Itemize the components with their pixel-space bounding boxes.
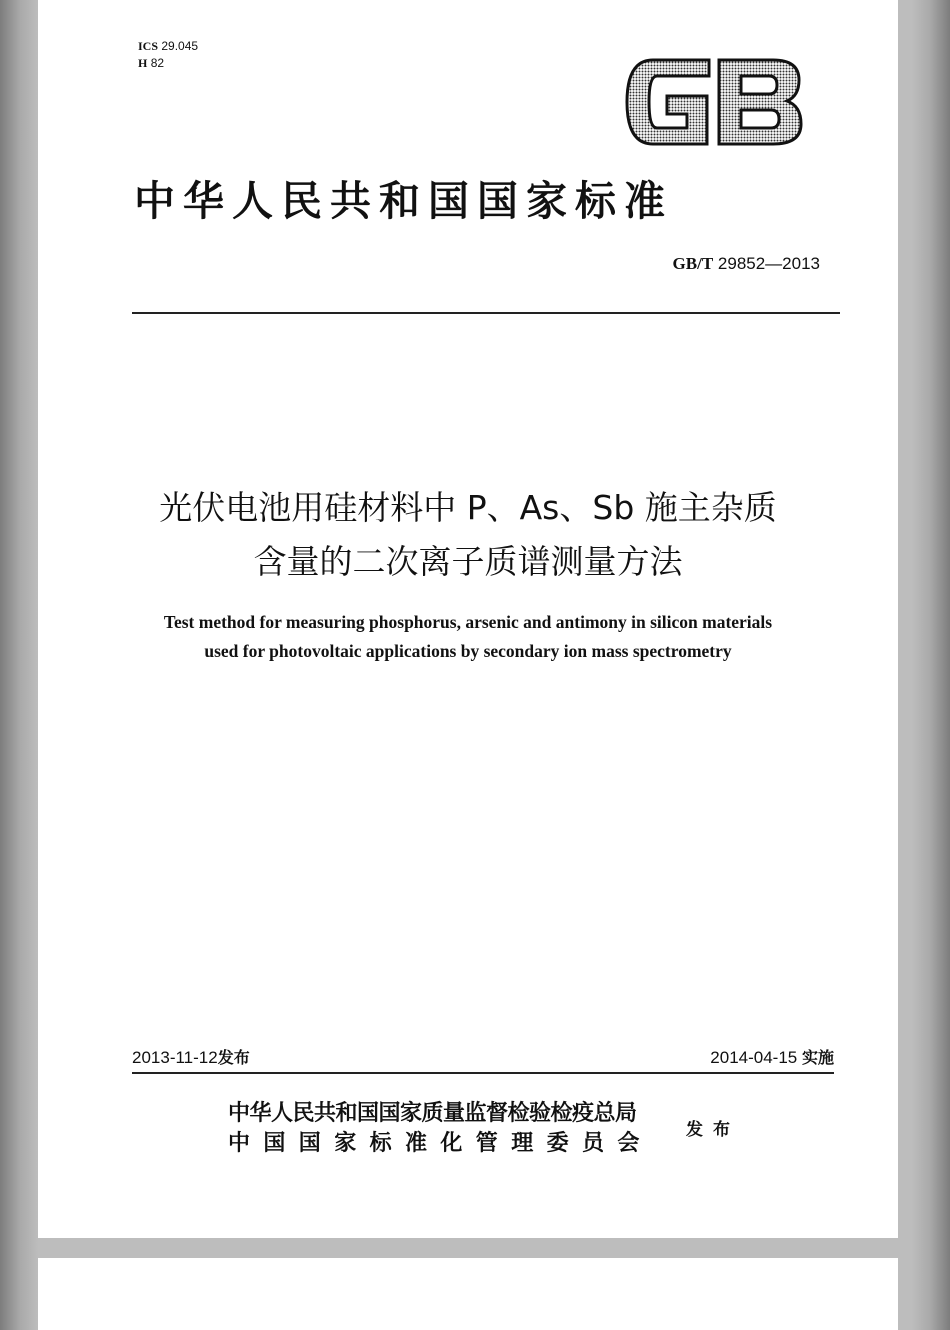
logo-text: GB <box>623 52 625 53</box>
ics-code: 29.045 <box>161 39 199 53</box>
issuer-line1: 中华人民共和国国家质量监督检验检疫总局 <box>228 1100 637 1126</box>
standard-code: 29852—2013 <box>717 254 820 273</box>
ics-line <box>138 38 198 55</box>
footer-rule <box>132 1072 834 1074</box>
class-code: 82 <box>150 56 165 70</box>
title-en <box>38 608 898 666</box>
header-rule <box>132 312 840 314</box>
title-cn-line2: 含量的二次离子质谱测量方法 <box>253 542 683 581</box>
standard-number <box>673 254 820 274</box>
title-en-line2: used for photovoltaic applications by secondary ion mass spectrometry <box>204 641 732 661</box>
class-label: H <box>138 56 148 70</box>
title-cn-line1: 光伏电池用硅材料中 P、As、Sb 施主杂质 <box>159 488 777 527</box>
gb-logo <box>623 52 805 152</box>
class-line <box>138 55 198 72</box>
ics-label: ICS <box>138 39 159 53</box>
main-title: 中华人民共和国国家标准 <box>134 177 673 225</box>
issuer-action: 发布 <box>686 1120 740 1140</box>
effective-date <box>710 1045 834 1068</box>
effective-date-value: 2014-04-15 <box>710 1048 798 1067</box>
standard-prefix: GB/T <box>672 254 714 273</box>
classification-codes <box>138 38 198 72</box>
next-page <box>38 1258 898 1330</box>
issue-date <box>132 1045 250 1068</box>
issue-date-label: 发布 <box>217 1048 250 1067</box>
document-page <box>38 0 898 1238</box>
title-en-line1: Test method for measuring phosphorus, arsenic and antimony in silicon materials <box>163 612 773 632</box>
issuer-line2: 中国国家标准化管理委员会 <box>228 1130 653 1156</box>
effective-date-label: 实施 <box>801 1048 834 1067</box>
issue-date-value: 2013-11-12 <box>132 1048 218 1067</box>
